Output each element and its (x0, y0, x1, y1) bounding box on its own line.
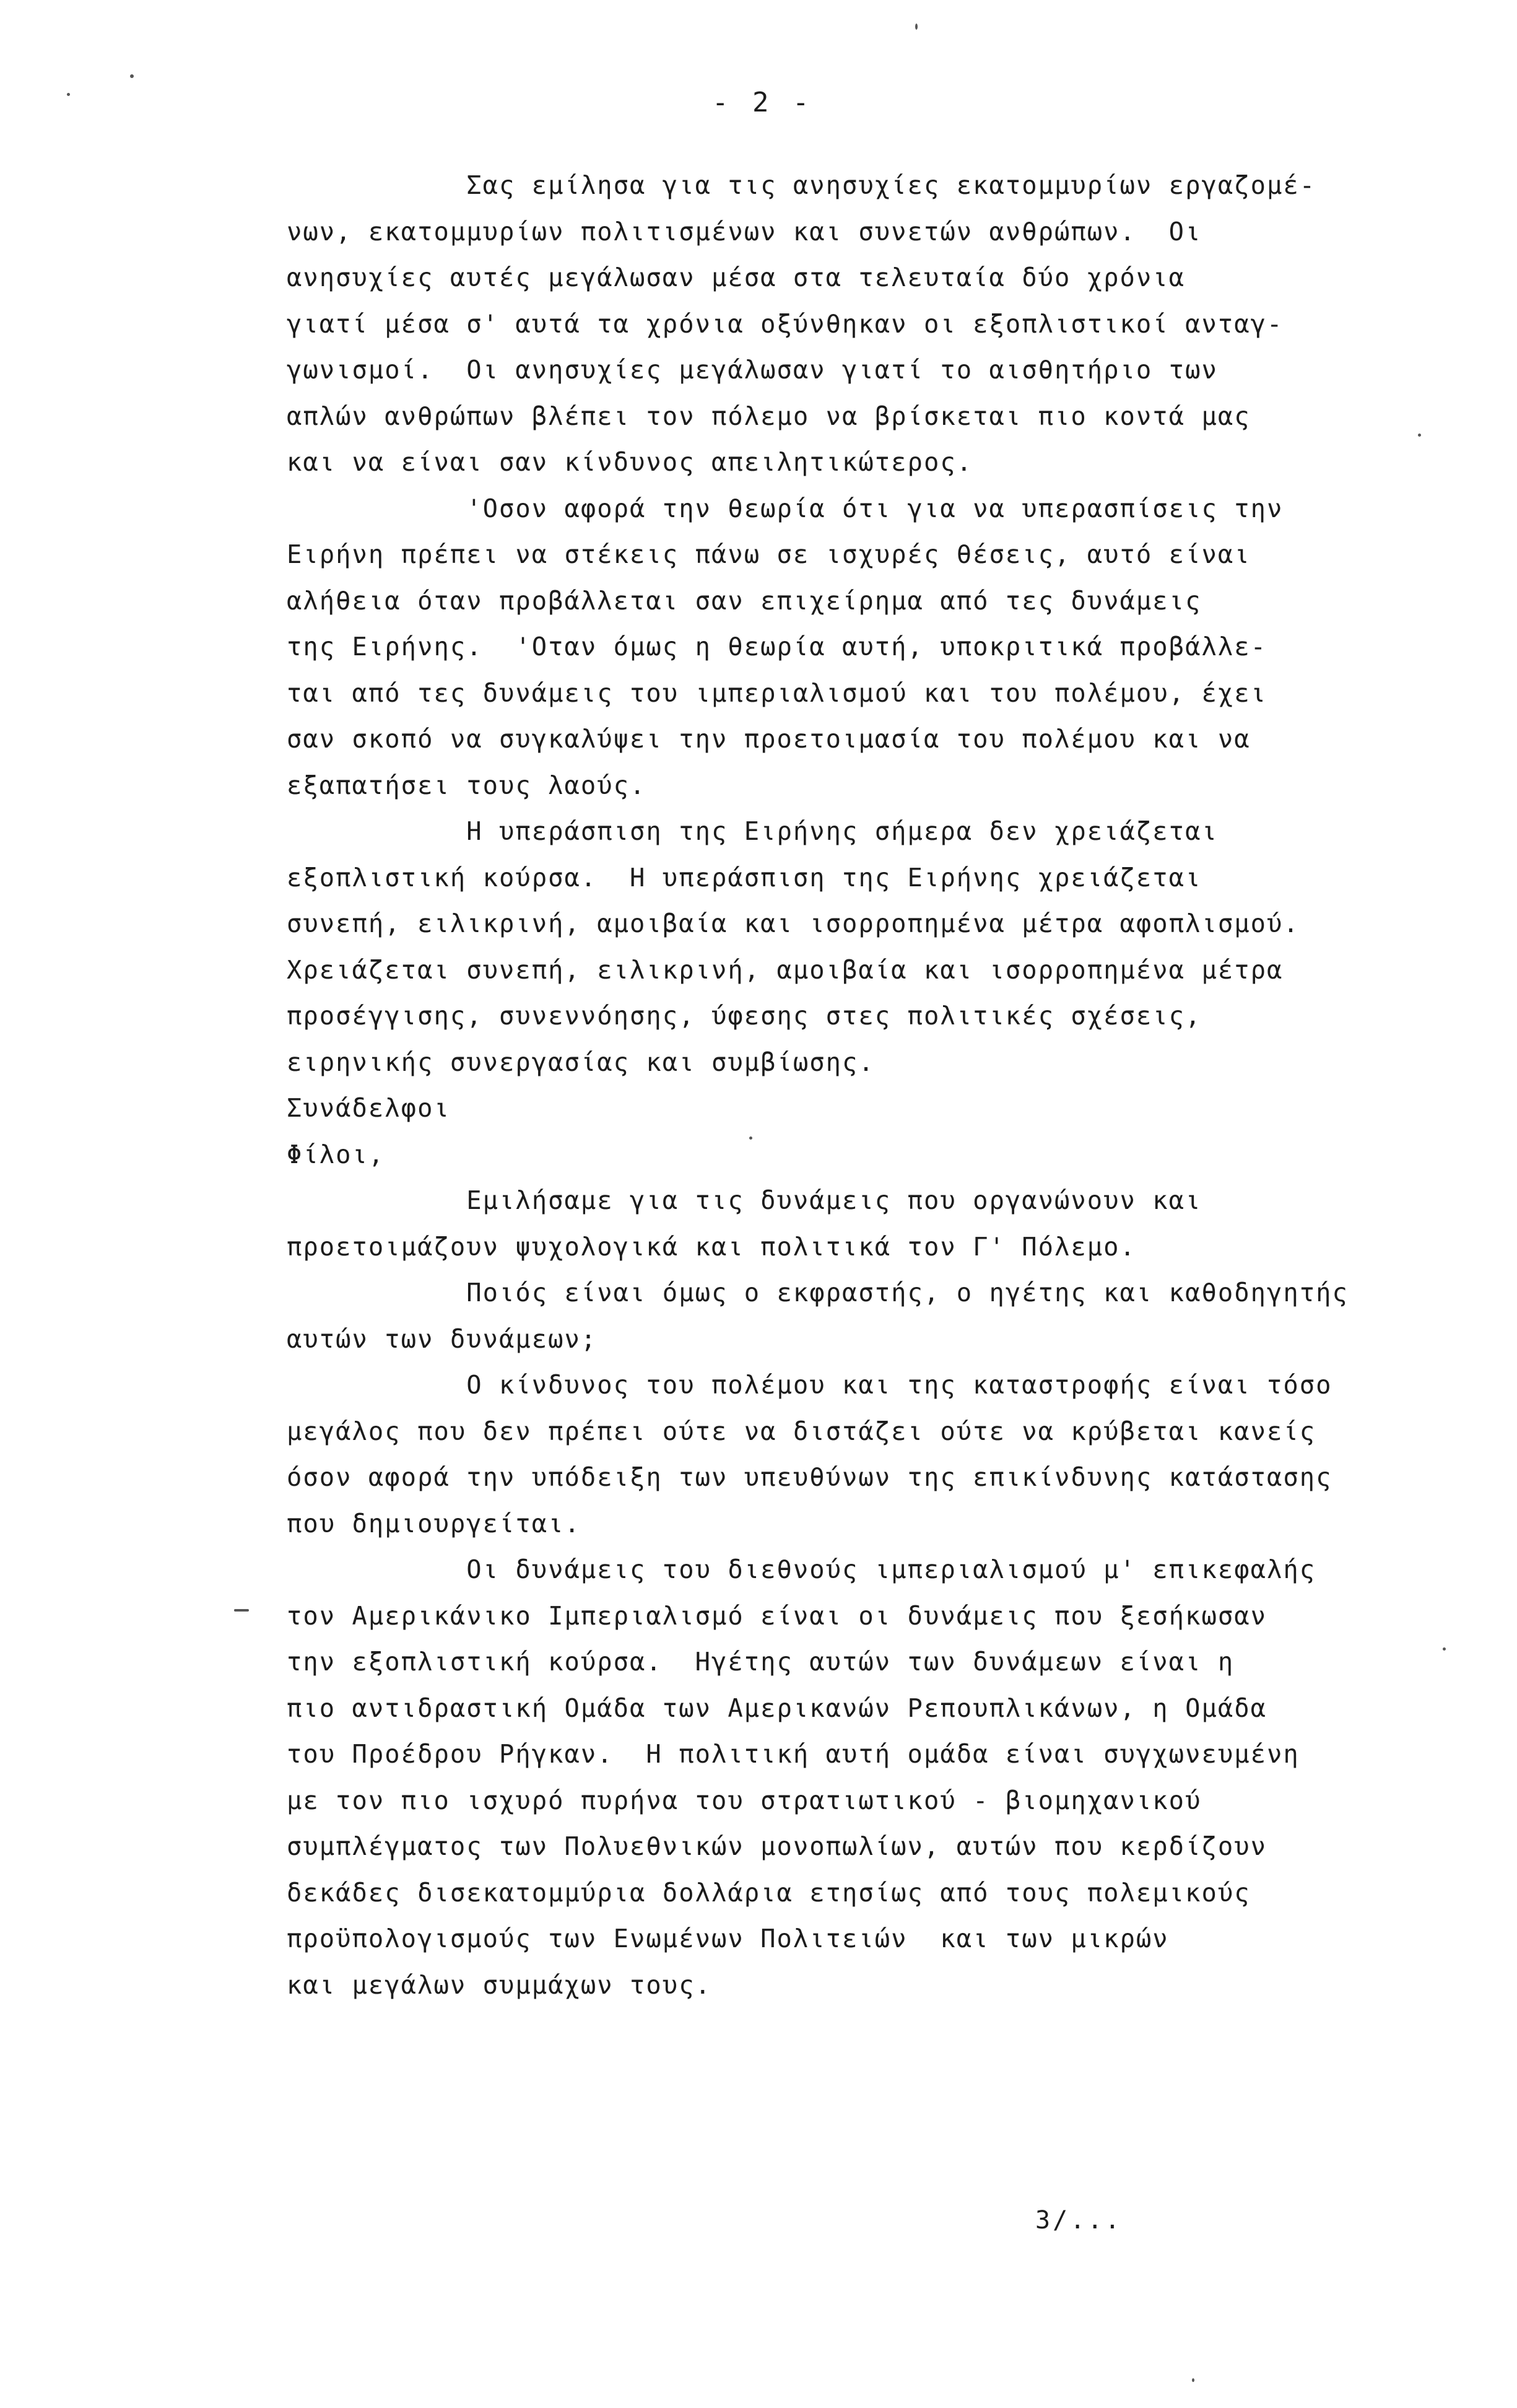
text-line: Φίλοι, (287, 1139, 385, 1169)
text-line: ειρηνικής συνεργασίας και συμβίωσης. (287, 1047, 875, 1077)
scan-speck (749, 1136, 752, 1140)
text-line: πιο αντιδραστική Ομάδα των Αμερικανών Ρεπουπλικάνων, η Ομάδα (287, 1693, 1267, 1723)
text-line: Ο κίνδυνος του πολέμου και της καταστροφής είναι τόσο (287, 1370, 1332, 1400)
text-line: που δημιουργείται. (287, 1508, 581, 1538)
text-line: νων, εκατομμυρίων πολιτισμένων και συνετών ανθρώπων. Οι (287, 216, 1202, 246)
scan-speck (1443, 1647, 1446, 1651)
text-line: προσέγγισης, συνεννόησης, ύφεσης στες πολιτικές σχέσεις, (287, 1001, 1202, 1031)
text-line: Η υπεράσπιση της Ειρήνης σήμερα δεν χρειάζεται (287, 816, 1218, 846)
text-line: Χρειάζεται συνεπή, ειλικρινή, αμοιβαία και ισορροπημένα μέτρα (287, 954, 1284, 985)
text-line: Συνάδελφοι (287, 1093, 450, 1123)
text-line: προετοιμάζουν ψυχολογικά και πολιτικά τον Γ' Πόλεμο. (287, 1231, 1136, 1262)
text-line: απλών ανθρώπων βλέπει τον πόλεμο να βρίσκεται πιο κοντά μας (287, 401, 1251, 431)
text-line: δεκάδες δισεκατομμύρια δολλάρια ετησίως από τους πολεμικούς (287, 1877, 1251, 1908)
text-line: μεγάλος που δεν πρέπει ούτε να διστάζει ούτε να κρύβεται κανείς (287, 1416, 1316, 1446)
scan-speck (130, 74, 134, 78)
text-line: 'Οσον αφορά την θεωρία ότι για να υπερασπίσεις την (287, 493, 1284, 523)
text-line: του Προέδρου Ρήγκαν. Η πολιτική αυτή ομάδα είναι συγχωνευμένη (287, 1739, 1300, 1769)
continuation-marker: 3/... (1035, 2206, 1123, 2235)
text-line: και μεγάλων συμμάχων τους. (287, 1970, 711, 2000)
text-line: γιατί μέσα σ' αυτά τα χρόνια οξύνθηκαν οι εξοπλιστικοί ανταγ- (287, 308, 1284, 339)
scan-speck (1418, 434, 1421, 437)
text-line: τον Αμερικάνικο Ιμπεριαλισμό είναι οι δυνάμεις που ξεσήκωσαν (287, 1600, 1267, 1631)
text-line: σαν σκοπό να συγκαλύψει την προετοιμασία του πολέμου και να (287, 724, 1251, 754)
scan-speck (67, 93, 70, 96)
text-line: Οι δυνάμεις του διεθνούς ιμπεριαλισμού μ' επικεφαλής (287, 1555, 1316, 1584)
text-line: εξοπλιστική κούρσα. Η υπεράσπιση της Ειρήνης χρειάζεται (287, 862, 1202, 892)
text-line: γωνισμοί. Οι ανησυχίες μεγάλωσαν γιατί το αισθητήριο των (287, 355, 1218, 385)
text-line: Ποιός είναι όμως ο εκφραστής, ο ηγέτης και καθοδηγητής (287, 1278, 1349, 1307)
text-line: Εμιλήσαμε για τις δυνάμεις που οργανώνουν και (287, 1185, 1202, 1215)
text-line: όσον αφορά την υπόδειξη των υπευθύνων της επικίνδυνης κατάστασης (287, 1462, 1332, 1492)
text-line: Σας εμίλησα για τις ανησυχίες εκατομμυρίων εργαζομέ- (287, 170, 1316, 200)
text-line: την εξοπλιστική κούρσα. Ηγέτης αυτών των δυνάμεων είναι η (287, 1647, 1235, 1677)
page-number: - 2 - (712, 87, 813, 118)
scan-speck (915, 24, 918, 30)
text-line: και να είναι σαν κίνδυνος απειλητικώτερος. (287, 447, 973, 477)
text-line: αλήθεια όταν προβάλλεται σαν επιχείρημα από τες δυνάμεις (287, 585, 1202, 616)
body-text (287, 162, 1476, 2008)
scan-speck (234, 1609, 249, 1612)
text-line: συνεπή, ειλικρινή, αμοιβαία και ισορροπημένα μέτρα αφοπλισμού. (287, 909, 1300, 938)
text-line: ανησυχίες αυτές μεγάλωσαν μέσα στα τελευταία δύο χρόνια (287, 263, 1186, 292)
text-line: με τον πιο ισχυρό πυρήνα του στρατιωτικού - βιομηχανικού (287, 1785, 1202, 1815)
text-line: εξαπατήσει τους λαούς. (287, 770, 646, 800)
text-line: συμπλέγματος των Πολυεθνικών μονοπωλίων, αυτών που κερδίζουν (287, 1831, 1267, 1861)
text-line: αυτών των δυνάμεων; (287, 1324, 598, 1354)
text-line: Ειρήνη πρέπει να στέκεις πάνω σε ισχυρές θέσεις, αυτό είναι (287, 539, 1251, 569)
text-line: ται από τες δυνάμεις του ιμπεριαλισμού και του πολέμου, έχει (287, 678, 1267, 708)
text-line: της Ειρήνης. 'Οταν όμως η θεωρία αυτή, υποκριτικά προβάλλε- (287, 632, 1267, 661)
text-line: προϋπολογισμούς των Ενωμένων Πολιτειών και των μικρών (287, 1924, 1169, 1953)
scan-speck (1192, 2378, 1194, 2382)
